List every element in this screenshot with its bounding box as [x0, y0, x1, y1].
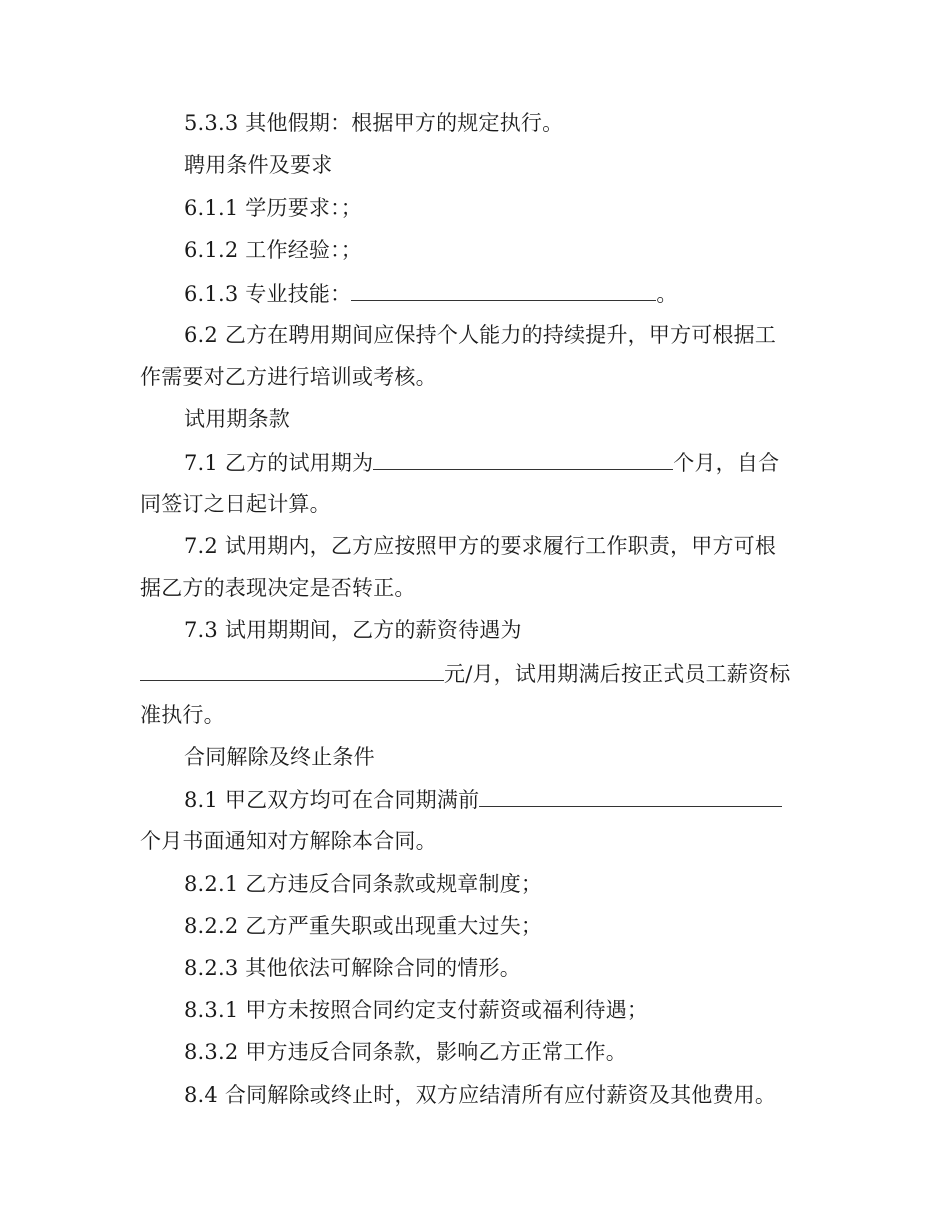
clause-7-1-line1	[184, 450, 779, 475]
clause-7-2-line1: 7.2 试用期内，乙方应按照甲方的要求履行工作职责，甲方可根	[184, 534, 777, 558]
clause-7-1-label: 7.1 乙方的试用期为	[184, 451, 374, 475]
blank-probation-salary	[140, 661, 444, 681]
clause-8-1-label: 8.1 甲乙双方均可在合同期满前	[184, 788, 480, 812]
clause-5-3-3: 5.3.3 其他假期：根据甲方的规定执行。	[184, 111, 564, 135]
clause-7-3-line3: 准执行。	[140, 703, 225, 727]
clause-8-4: 8.4 合同解除或终止时，双方应结清所有应付薪资及其他费用。	[184, 1083, 777, 1107]
clause-6-1-3-end: 。	[656, 282, 678, 306]
clause-8-2-2: 8.2.2 乙方严重失职或出现重大过失；	[184, 914, 543, 938]
blank-notice-months	[479, 787, 782, 807]
clause-8-3-1: 8.3.1 甲方未按照合同约定支付薪资或福利待遇；	[184, 998, 649, 1022]
blank-probation-months	[373, 450, 673, 470]
clause-7-3-line2	[140, 661, 790, 686]
clause-6-1-1: 6.1.1 学历要求：；	[184, 196, 363, 220]
clause-8-1-line2: 个月书面通知对方解除本合同。	[140, 829, 437, 853]
clause-7-1-tail: 个月，自合	[673, 451, 780, 475]
clause-7-1-line2: 同签订之日起计算。	[140, 492, 331, 516]
section-heading-termination: 合同解除及终止条件	[184, 745, 375, 769]
section-heading-probation: 试用期条款	[184, 407, 290, 431]
clause-6-2-line2: 作需要对乙方进行培训或考核。	[140, 365, 437, 389]
clause-6-1-3	[184, 281, 678, 306]
clause-8-3-2: 8.3.2 甲方违反合同条款，影响乙方正常工作。	[184, 1040, 627, 1064]
section-heading-hiring-conditions: 聘用条件及要求	[184, 153, 333, 177]
clause-7-2-line2: 据乙方的表现决定是否转正。	[140, 576, 416, 600]
clause-6-2-line1: 6.2 乙方在聘用期间应保持个人能力的持续提升，甲方可根据工	[184, 323, 777, 347]
clause-6-1-3-label: 6.1.3 专业技能：	[184, 282, 352, 306]
clause-7-3-tail: 元/月，试用期满后按正式员工薪资标	[444, 662, 791, 686]
clause-8-1-line1	[184, 787, 782, 812]
clause-8-2-1: 8.2.1 乙方违反合同条款或规章制度；	[184, 872, 543, 896]
clause-7-3-line1: 7.3 试用期期间，乙方的薪资待遇为	[184, 618, 522, 642]
blank-skill-field	[351, 281, 656, 301]
clause-8-2-3: 8.2.3 其他依法可解除合同的情形。	[184, 956, 521, 980]
clause-6-1-2: 6.1.2 工作经验：；	[184, 238, 363, 262]
